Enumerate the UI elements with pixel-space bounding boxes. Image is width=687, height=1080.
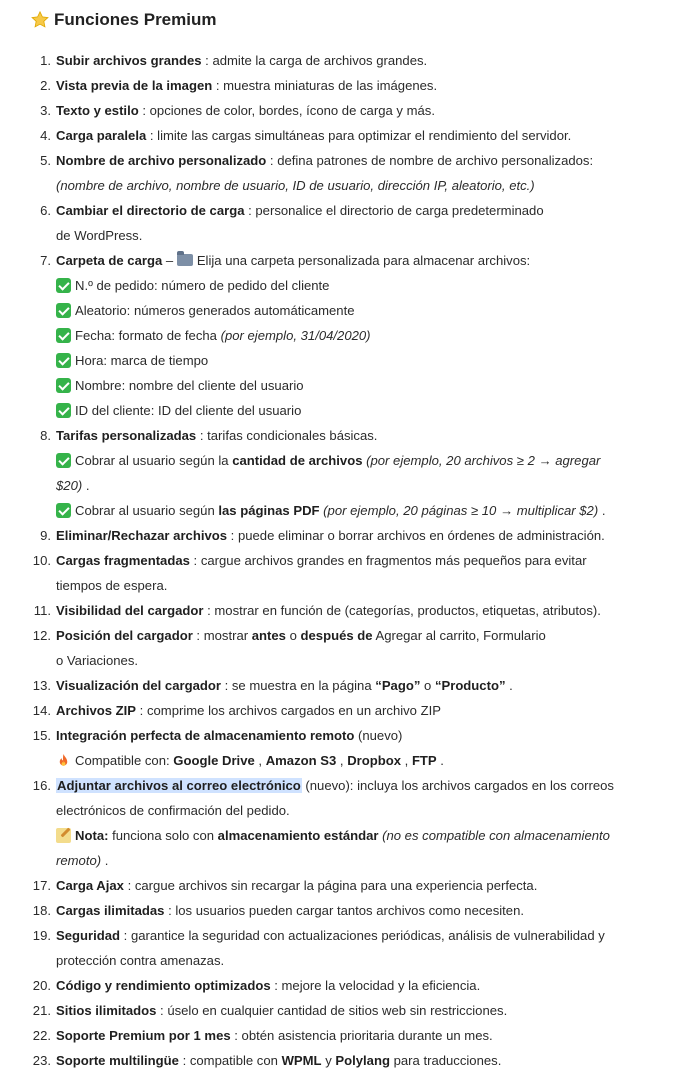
italic-text: remoto)	[56, 853, 102, 868]
text-run: ,	[401, 753, 412, 768]
list-item-line	[0, 1023, 687, 1048]
list-number: 4.	[40, 128, 51, 143]
list-item-continuation	[0, 648, 687, 673]
list-text	[56, 373, 304, 398]
list-text	[56, 948, 224, 973]
list-item-continuation	[0, 823, 687, 848]
list-text	[56, 98, 435, 123]
text-run: o	[420, 678, 435, 693]
list-text	[56, 173, 535, 198]
bold-text: “Producto”	[434, 678, 506, 693]
bold-text: Polylang	[335, 1053, 390, 1068]
list-item-line	[0, 548, 687, 573]
list-item-continuation	[0, 473, 687, 498]
list-item	[0, 773, 687, 873]
text-run: : limite las cargas simultáneas para optimizar el rendimiento del servidor.	[146, 128, 572, 143]
list-text	[56, 48, 427, 73]
list-text	[56, 798, 290, 823]
list-item	[0, 898, 687, 923]
text-run: Aleatorio: números generados automáticamente	[75, 303, 355, 318]
list-text	[56, 248, 530, 273]
list-number: 13.	[32, 678, 51, 693]
list-text	[56, 473, 90, 498]
list-text	[56, 698, 441, 723]
list-number: 11.	[33, 603, 51, 618]
text-run: : los usuarios pueden cargar tantos archivos como necesiten.	[164, 903, 524, 918]
list-item-line	[0, 623, 687, 648]
list-text	[56, 73, 437, 98]
text-run: : tarifas condicionales básicas.	[196, 428, 378, 443]
list-item-line	[0, 48, 687, 73]
list-text	[56, 323, 371, 348]
text-run: : comprime los archivos cargados en un archivo ZIP	[136, 703, 441, 718]
list-text	[56, 198, 544, 223]
highlighted-text: Adjuntar archivos al correo electrónico	[57, 778, 301, 793]
memo-icon	[56, 828, 71, 843]
text-run: : compatible con	[178, 1053, 282, 1068]
list-text	[56, 398, 301, 423]
list-text	[56, 223, 142, 248]
text-run: (nuevo)	[354, 728, 403, 743]
list-text	[56, 648, 138, 673]
star-icon	[30, 10, 50, 30]
text-run: N.º de pedido: número de pedido del cliente	[75, 278, 330, 293]
bold-text: cantidad de archivos	[232, 453, 363, 468]
feature-list	[0, 48, 687, 1073]
list-number: 18.	[32, 903, 51, 918]
text-run: de WordPress.	[56, 228, 143, 243]
list-number: 7.	[40, 253, 51, 268]
list-item	[0, 1048, 687, 1073]
bold-text: Google Drive	[173, 753, 255, 768]
text-run: para traducciones.	[389, 1053, 502, 1068]
bold-text: Código y rendimiento optimizados	[56, 978, 271, 993]
text-run: : se muestra en la página	[220, 678, 376, 693]
text-run: Fecha: formato de fecha	[75, 328, 221, 343]
text-run: tiempos de espera.	[56, 578, 168, 593]
list-item-line	[0, 698, 687, 723]
list-item-line	[0, 773, 687, 798]
bold-text: Archivos ZIP	[56, 703, 137, 718]
list-item-line	[0, 423, 687, 448]
text-run: : puede eliminar o borrar archivos en órdenes de administración.	[227, 528, 605, 543]
italic-text: (por ejemplo, 20 archivos ≥ 2 → agregar	[362, 453, 601, 468]
list-item-continuation	[0, 173, 687, 198]
list-item	[0, 198, 687, 248]
list-text	[56, 573, 167, 598]
text-run: funciona solo con	[108, 828, 218, 843]
list-number: 8.	[40, 428, 51, 443]
list-text	[56, 548, 587, 573]
bold-text: Carga Ajax	[56, 878, 124, 893]
bold-text: almacenamiento estándar	[217, 828, 379, 843]
check-icon	[56, 503, 71, 518]
list-text	[56, 598, 601, 623]
bold-text: las páginas PDF	[218, 503, 320, 518]
list-number: 2.	[40, 78, 51, 93]
list-item-line	[0, 73, 687, 98]
italic-text: (por ejemplo, 20 páginas ≥ 10 → multiplicar $2)	[319, 503, 599, 518]
list-item-continuation	[0, 223, 687, 248]
bold-text: Subir archivos grandes	[56, 53, 202, 68]
list-item-continuation	[0, 398, 687, 423]
list-item-line	[0, 123, 687, 148]
text-run: : cargue archivos grandes en fragmentos más pequeños para evitar	[189, 553, 587, 568]
text-run: : úselo en cualquier cantidad de sitios web sin restricciones.	[156, 1003, 508, 1018]
list-item-line	[0, 923, 687, 948]
bold-text: Integración perfecta de almacenamiento remoto	[56, 728, 355, 743]
list-item-continuation	[0, 298, 687, 323]
bold-text: después de	[300, 628, 373, 643]
list-item	[0, 698, 687, 723]
text-run: Nombre: nombre del cliente del usuario	[75, 378, 304, 393]
italic-text: (no es compatible con almacenamiento	[378, 828, 610, 843]
list-item	[0, 973, 687, 998]
list-text	[56, 748, 444, 773]
list-text	[56, 998, 507, 1023]
list-text	[56, 723, 402, 748]
list-item	[0, 148, 687, 198]
bold-text: Cambiar el directorio de carga	[56, 203, 245, 218]
list-item	[0, 248, 687, 423]
list-item	[0, 998, 687, 1023]
list-item	[0, 48, 687, 73]
text-run: Hora: marca de tiempo	[75, 353, 209, 368]
italic-text: $20)	[56, 478, 83, 493]
list-text	[56, 448, 600, 473]
bold-text: Seguridad	[56, 928, 121, 943]
check-icon	[56, 328, 71, 343]
list-text	[56, 273, 329, 298]
text-run: Compatible con:	[75, 753, 174, 768]
list-text	[56, 1048, 501, 1073]
list-item-line	[0, 998, 687, 1023]
text-run: .	[505, 678, 513, 693]
check-icon	[56, 378, 71, 393]
list-number: 3.	[40, 103, 51, 118]
bold-text: Cargas ilimitadas	[56, 903, 165, 918]
bold-text: Carga paralela	[56, 128, 147, 143]
bold-text: Texto y estilo	[56, 103, 139, 118]
list-item-continuation	[0, 948, 687, 973]
text-run: : personalice el directorio de carga predeterminado	[244, 203, 544, 218]
list-item-continuation	[0, 498, 687, 523]
list-item-continuation	[0, 573, 687, 598]
list-item	[0, 423, 687, 523]
bold-text: Cargas fragmentadas	[56, 553, 190, 568]
list-item	[0, 873, 687, 898]
list-item-line	[0, 973, 687, 998]
text-run: : admite la carga de archivos grandes.	[201, 53, 428, 68]
list-item	[0, 548, 687, 598]
text-run: : mostrar	[192, 628, 252, 643]
bold-text: “Pago”	[375, 678, 421, 693]
text-run: y	[321, 1053, 336, 1068]
bold-text: Nombre de archivo personalizado	[56, 153, 267, 168]
check-icon	[56, 453, 71, 468]
list-item	[0, 598, 687, 623]
list-text	[56, 423, 377, 448]
list-number: 6.	[40, 203, 51, 218]
folder-icon	[177, 254, 193, 266]
list-text	[56, 773, 614, 798]
bold-text: Posición del cargador	[56, 628, 193, 643]
list-item-continuation	[0, 798, 687, 823]
list-number: 22.	[32, 1028, 51, 1043]
bold-text: Visualización del cargador	[56, 678, 221, 693]
bold-text: Tarifas personalizadas	[56, 428, 197, 443]
text-run: protección contra amenazas.	[56, 953, 225, 968]
list-item-continuation	[0, 448, 687, 473]
list-number: 12.	[32, 628, 51, 643]
bold-text: antes	[251, 628, 286, 643]
list-text	[56, 298, 355, 323]
list-item-line	[0, 598, 687, 623]
text-run: Elija una carpeta personalizada para almacenar archivos:	[196, 253, 531, 268]
list-text	[56, 123, 571, 148]
text-run: .	[82, 478, 90, 493]
list-number: 1.	[40, 53, 51, 68]
list-item	[0, 673, 687, 698]
list-item-continuation	[0, 323, 687, 348]
text-run: o Variaciones.	[56, 653, 139, 668]
list-item-line	[0, 148, 687, 173]
list-text	[56, 973, 480, 998]
list-text	[56, 923, 605, 948]
list-item	[0, 98, 687, 123]
list-item-continuation	[0, 348, 687, 373]
bold-text: Soporte Premium por 1 mes	[56, 1028, 231, 1043]
list-number: 21.	[32, 1003, 51, 1018]
list-text	[56, 523, 605, 548]
list-item-line	[0, 1048, 687, 1073]
list-item-line	[0, 198, 687, 223]
list-item-line	[0, 723, 687, 748]
bold-text: Soporte multilingüe	[56, 1053, 179, 1068]
list-item-continuation	[0, 373, 687, 398]
list-item	[0, 1023, 687, 1048]
bold-text: Sitios ilimitados	[56, 1003, 157, 1018]
list-item	[0, 723, 687, 773]
list-item-line	[0, 98, 687, 123]
list-item-line	[0, 873, 687, 898]
text-run: .	[101, 853, 109, 868]
check-icon	[56, 303, 71, 318]
list-item-line	[0, 673, 687, 698]
bold-text: Carpeta de carga	[56, 253, 163, 268]
bold-text: Vista previa de la imagen	[56, 78, 213, 93]
text-run: : mejore la velocidad y la eficiencia.	[270, 978, 481, 993]
list-text	[56, 348, 208, 373]
list-item	[0, 923, 687, 973]
text-run: : mostrar en función de (categorías, productos, etiquetas, atributos).	[203, 603, 601, 618]
list-text	[56, 148, 593, 173]
list-number: 17.	[32, 878, 51, 893]
list-number: 5.	[40, 153, 51, 168]
list-number: 14.	[32, 703, 51, 718]
list-item-line	[0, 898, 687, 923]
text-run: : defina patrones de nombre de archivo personalizados:	[266, 153, 594, 168]
list-text	[56, 898, 524, 923]
bold-text: WPML	[281, 1053, 322, 1068]
text-run: : muestra miniaturas de las imágenes.	[212, 78, 438, 93]
text-run: Cobrar al usuario según la	[75, 453, 233, 468]
list-item-continuation	[0, 748, 687, 773]
check-icon	[56, 353, 71, 368]
page-title: Funciones Premium	[54, 10, 217, 29]
list-number: 23.	[32, 1053, 51, 1068]
list-item	[0, 73, 687, 98]
text-run: ,	[254, 753, 266, 768]
italic-text: (nombre de archivo, nombre de usuario, ID de usuario, dirección IP, aleatorio, etc.)	[56, 178, 535, 193]
list-item-continuation	[0, 848, 687, 873]
text-run: .	[598, 503, 606, 518]
text-run: : garantice la seguridad con actualizaciones periódicas, análisis de vulnerabilidad y	[120, 928, 605, 943]
list-number: 16.	[32, 778, 51, 793]
list-number: 10.	[32, 553, 51, 568]
list-item-continuation	[0, 273, 687, 298]
bold-text: Visibilidad del cargador	[56, 603, 204, 618]
text-run: Cobrar al usuario según	[75, 503, 219, 518]
text-run: .	[436, 753, 444, 768]
list-item	[0, 523, 687, 548]
text-run: (nuevo): incluya los archivos cargados en los correos	[301, 778, 614, 793]
list-text	[56, 673, 513, 698]
fire-icon	[56, 751, 71, 766]
list-text	[56, 623, 546, 648]
list-item	[0, 123, 687, 148]
bold-text: Nota:	[75, 828, 109, 843]
bold-text: Dropbox	[347, 753, 402, 768]
text-run: : opciones de color, bordes, ícono de carga y más.	[138, 103, 435, 118]
list-text	[56, 823, 610, 848]
list-number: 19.	[32, 928, 51, 943]
list-text	[56, 1023, 493, 1048]
bold-text: FTP	[411, 753, 437, 768]
check-icon	[56, 278, 71, 293]
text-run: ID del cliente: ID del cliente del usuario	[75, 403, 302, 418]
text-run: o	[285, 628, 301, 643]
list-number: 15.	[32, 728, 51, 743]
section-heading	[30, 8, 216, 32]
list-item-line	[0, 523, 687, 548]
list-number: 9.	[40, 528, 51, 543]
text-run: Agregar al carrito, Formulario	[372, 628, 546, 643]
bold-text: Eliminar/Rechazar archivos	[56, 528, 228, 543]
bold-text: Amazon S3	[265, 753, 337, 768]
text-run: ,	[336, 753, 348, 768]
list-item	[0, 623, 687, 673]
text-run: –	[162, 253, 177, 268]
list-item-line	[0, 248, 687, 273]
text-run: : cargue archivos sin recargar la página para una experiencia perfecta.	[123, 878, 538, 893]
list-text	[56, 848, 108, 873]
text-run: : obtén asistencia prioritaria durante un mes.	[230, 1028, 493, 1043]
italic-text: (por ejemplo, 31/04/2020)	[220, 328, 371, 343]
list-number: 20.	[32, 978, 51, 993]
list-text	[56, 873, 537, 898]
text-run: electrónicos de confirmación del pedido.	[56, 803, 290, 818]
list-text	[56, 498, 605, 523]
check-icon	[56, 403, 71, 418]
